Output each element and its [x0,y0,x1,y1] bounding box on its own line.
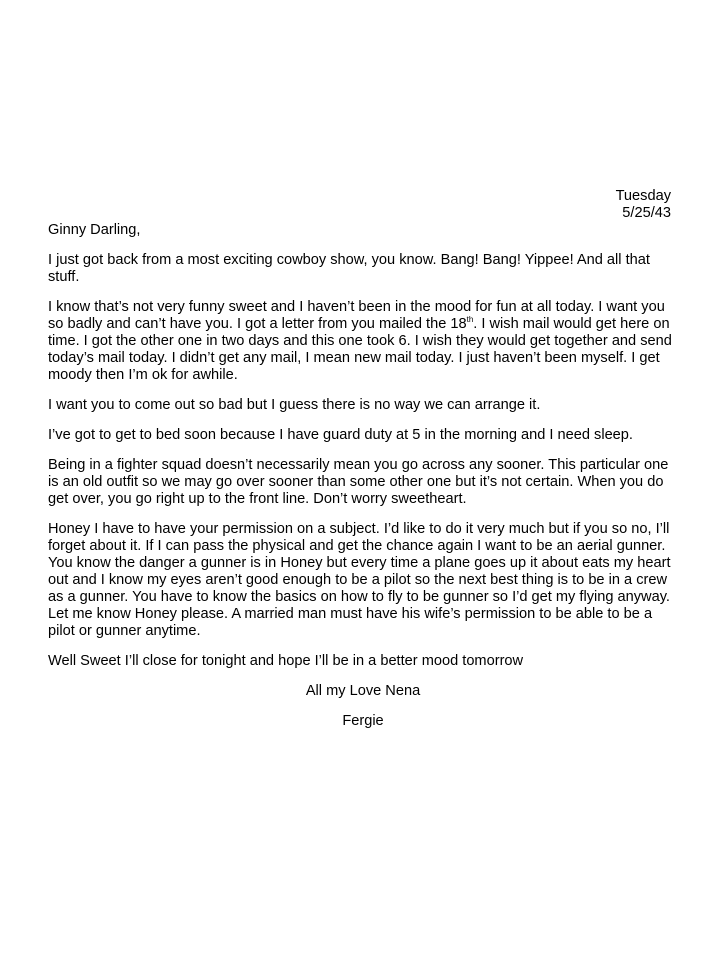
letter-date: 5/25/43 [622,205,671,221]
ordinal-suffix: th [466,315,474,325]
letter-day: Tuesday [615,188,671,204]
paragraph-guard-duty: I’ve got to get to bed soon because I have guard duty at 5 in the morning and I need sleep. [48,427,633,443]
paragraph-fighter-squad: Being in a fighter squad doesn’t necessarily mean you go across any sooner. This particular one is an old outfit so we may go over sooner than some other one but it’s not certain. When you do get over, you go right up to the front line. Don’t worry sweetheart. [48,457,669,507]
closing: All my Love Nena [305,683,421,699]
paragraph-close: Well Sweet I’ll close for tonight and hope I’ll be in a better mood tomorrow [48,653,524,669]
paragraph-cowboy-show: I just got back from a most exciting cowboy show, you know. Bang! Bang! Yippee! And all that stuff. [48,252,650,285]
paragraph-gunner: Honey I have to have your permission on a subject. I’d like to do it very much but if you so no, I’ll forget about it. If I can pass the physical and get the chance again I want to be an aerial gunner. You know the danger a gunner is in Honey but every time a plane goes up it about eats my heart out and I know my eyes aren’t good enough to be a pilot so the next best thing is to be in a crew as a gunner. You have to know the basics on how to fly to be gunner so I’d get my flying anyway. Let me know Honey please. A married man must have his wife’s permission to be able to be a pilot or gunner anytime. [48,521,671,639]
mail-text-end: . I wish mail would get here on time. I got the other one in two days and this one took 6. I wish they would get together and send today’s mail today. I didn’t get any mail, I mean new mail today. I just haven’t been myself. I get moody then I’m ok for awhile. [48,316,672,383]
date-block [616,188,671,222]
signature: Fergie [342,713,384,729]
letter-body [48,222,678,743]
mail-text-start: I know that’s not very funny sweet and I haven’t been in the mood for fun at all today. I want you so badly and can’t have you. I got a letter from you mailed the 18 [48,299,665,332]
paragraph-come-out: I want you to come out so bad but I guess there is no way we can arrange it. [48,397,541,413]
paragraph-mail [48,299,678,384]
salutation: Ginny Darling, [48,222,141,238]
